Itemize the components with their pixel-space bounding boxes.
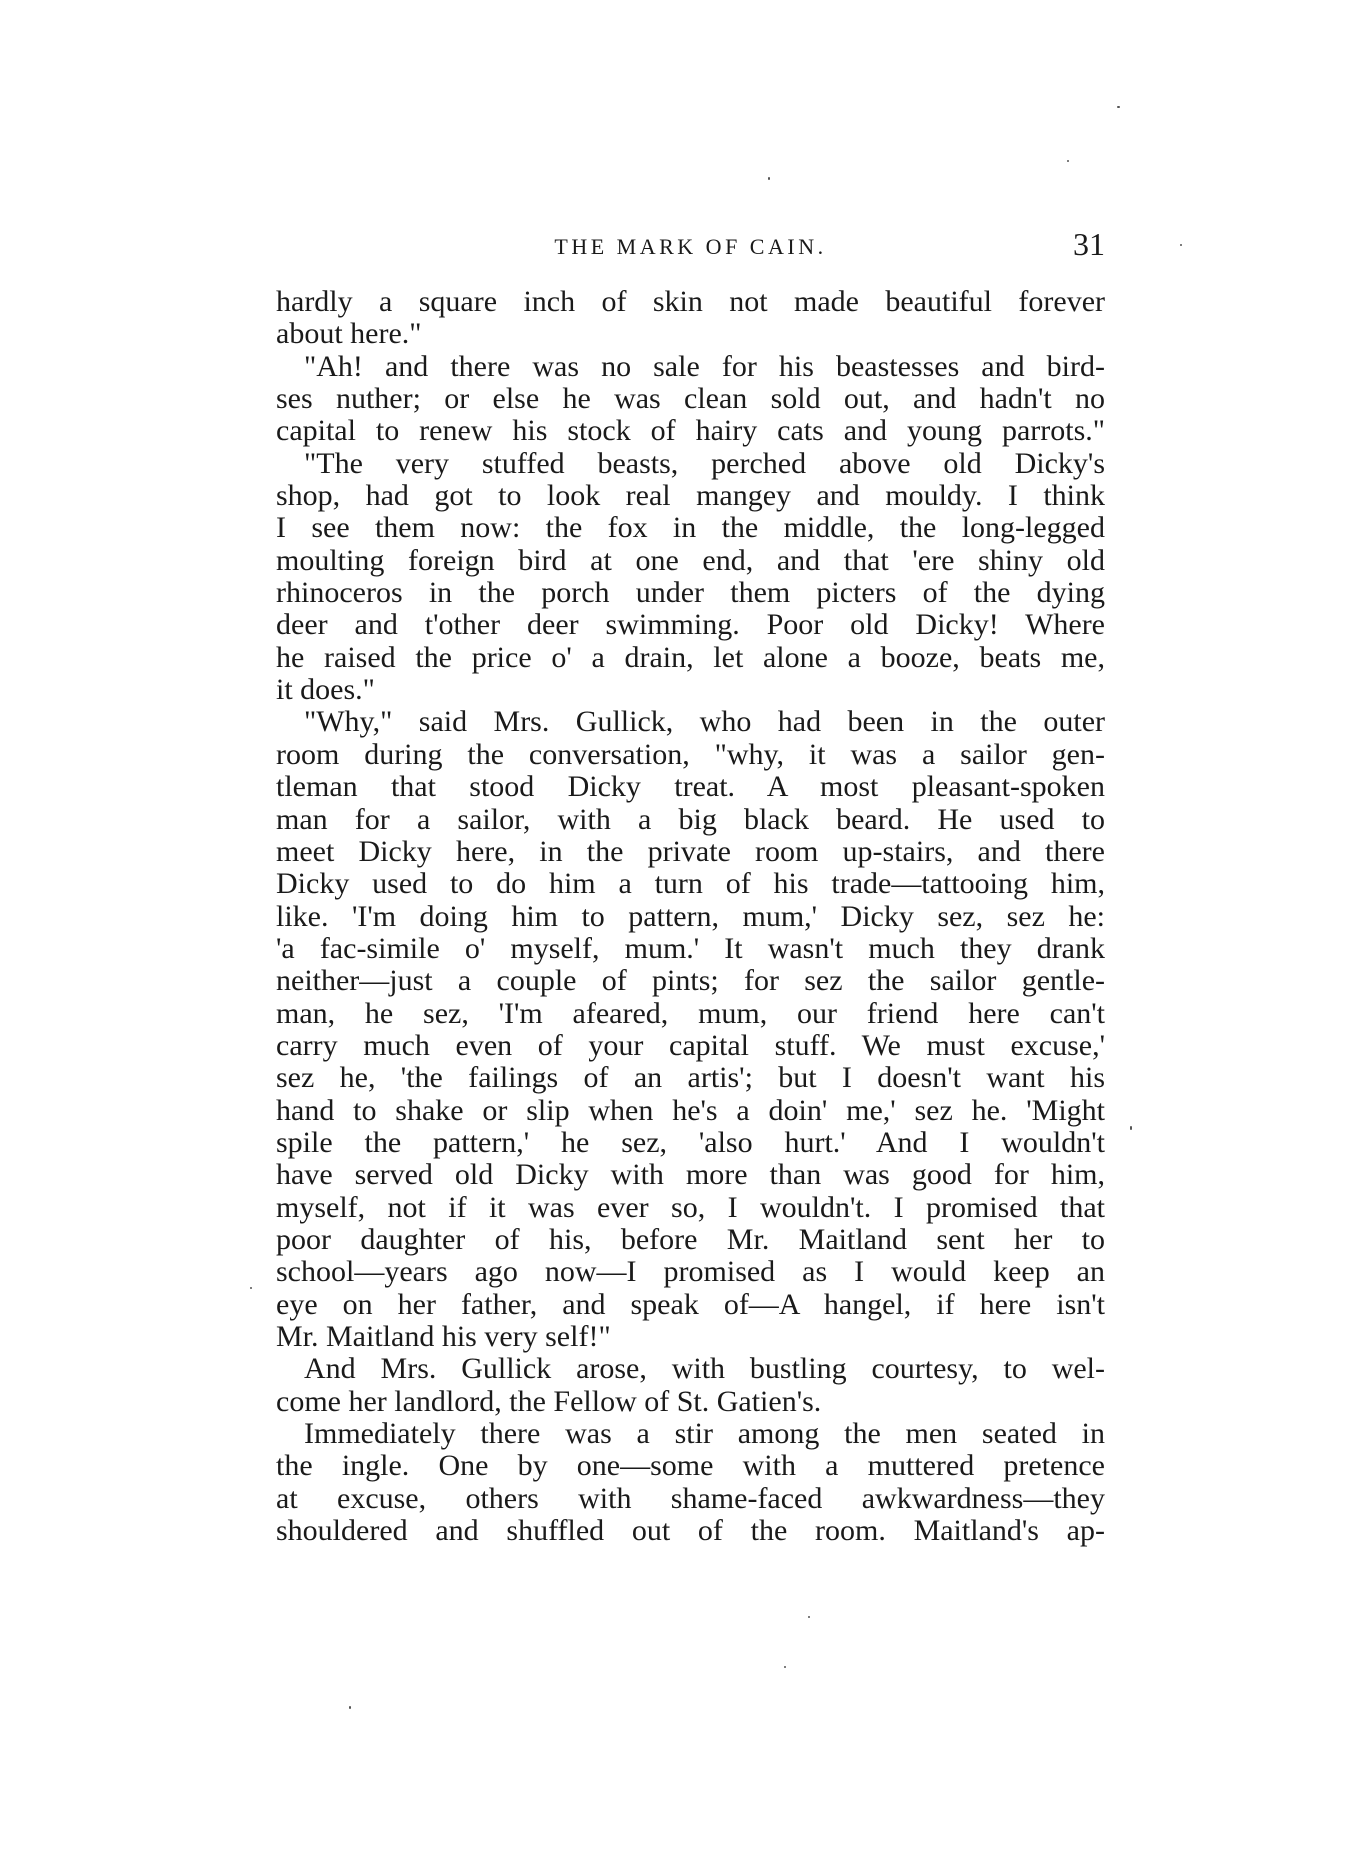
page-number: 31 xyxy=(1073,226,1105,262)
text-line: have served old Dicky with more than was good for him, xyxy=(276,1159,1105,1192)
text-line: school—years ago now—I promised as I would keep an xyxy=(276,1256,1105,1289)
text-line: 'a fac-simile o' myself, mum.' It wasn't much they drank xyxy=(276,932,1105,965)
scan-speck xyxy=(250,1287,252,1289)
text-line: at excuse, others with shame-faced awkwardness—they xyxy=(276,1482,1105,1515)
text-line: room during the conversation, "why, it was a sailor gen- xyxy=(276,738,1105,771)
running-head xyxy=(276,226,1105,266)
text-line: sez he, 'the failings of an artis'; but I doesn't want his xyxy=(276,1062,1105,1095)
text-line: myself, not if it was ever so, I wouldn't. I promised that xyxy=(276,1191,1105,1224)
text-line: Dicky used to do him a turn of his trade—tattooing him, xyxy=(276,868,1105,901)
body-text xyxy=(276,286,1105,1547)
scan-speck xyxy=(1180,244,1182,246)
text-line: about here." xyxy=(276,318,422,351)
scan-speck xyxy=(1130,1126,1132,1130)
scan-speck xyxy=(1117,106,1120,108)
text-line: hardly a square inch of skin not made beautiful forever xyxy=(276,286,1105,318)
scan-speck xyxy=(1067,160,1069,162)
scan-speck xyxy=(784,1666,786,1668)
text-line: meet Dicky here, in the private room up-stairs, and there xyxy=(276,835,1105,868)
text-line: tleman that stood Dicky treat. A most pleasant-spoken xyxy=(276,771,1105,804)
text-line: ses nuther; or else he was clean sold out, and hadn't no xyxy=(276,383,1105,416)
text-line: man, he sez, 'I'm afeared, mum, our friend here can't xyxy=(276,997,1105,1030)
text-line: eye on her father, and speak of—A hangel, if here isn't xyxy=(276,1288,1105,1321)
scan-speck xyxy=(768,177,770,180)
text-line: hand to shake or slip when he's a doin' me,' sez he. 'Might xyxy=(276,1094,1105,1127)
text-line: "Ah! and there was no sale for his beastesses and bird- xyxy=(304,350,1105,383)
text-line: rhinoceros in the porch under them picters of the dying xyxy=(276,577,1105,610)
text-line: Mr. Maitland his very self!" xyxy=(276,1321,611,1353)
text-line: Immediately there was a stir among the men seated in xyxy=(304,1418,1105,1451)
text-line: "The very stuffed beasts, perched above old Dicky's xyxy=(304,447,1105,480)
text-line: spile the pattern,' he sez, 'also hurt.' And I wouldn't xyxy=(276,1126,1105,1159)
text-line: moulting foreign bird at one end, and that 'ere shiny old xyxy=(276,544,1105,577)
text-line: deer and t'other deer swimming. Poor old Dicky! Where xyxy=(276,609,1105,642)
text-line: shouldered and shuffled out of the room. Maitland's ap- xyxy=(276,1515,1105,1548)
text-line: carry much even of your capital stuff. We must excuse,' xyxy=(276,1029,1105,1062)
text-line: I see them now: the fox in the middle, the long-legged xyxy=(276,512,1105,545)
text-line: capital to renew his stock of hairy cats and young parrots." xyxy=(276,415,1105,448)
text-line: poor daughter of his, before Mr. Maitland sent her to xyxy=(276,1223,1105,1256)
text-line: neither—just a couple of pints; for sez the sailor gentle- xyxy=(276,965,1105,998)
text-line: it does." xyxy=(276,674,375,707)
text-line: "Why," said Mrs. Gullick, who had been in the outer xyxy=(304,706,1105,739)
text-line: And Mrs. Gullick arose, with bustling courtesy, to wel- xyxy=(304,1353,1105,1386)
running-title: THE MARK OF CAIN. xyxy=(554,234,827,259)
text-line: shop, had got to look real mangey and mouldy. I think xyxy=(276,480,1105,513)
text-line: the ingle. One by one—some with a muttered pretence xyxy=(276,1450,1105,1483)
text-line: like. 'I'm doing him to pattern, mum,' Dicky sez, sez he: xyxy=(276,900,1105,933)
text-line: he raised the price o' a drain, let alone a booze, beats me, xyxy=(276,641,1105,674)
text-line: man for a sailor, with a big black beard. He used to xyxy=(276,803,1105,836)
scan-speck xyxy=(808,1616,810,1618)
text-line: come her landlord, the Fellow of St. Gatien's. xyxy=(276,1385,822,1418)
scan-speck xyxy=(349,1706,351,1709)
